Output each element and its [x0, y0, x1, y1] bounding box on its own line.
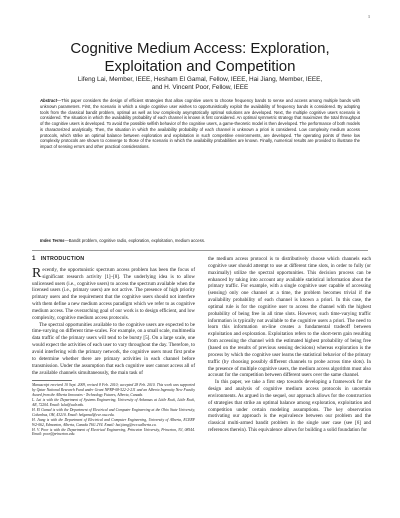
- right-column: [208, 256, 371, 434]
- author-list: [40, 76, 360, 93]
- intro-paragraph-1: [32, 267, 195, 322]
- abstract-label: Abstract: [40, 98, 57, 103]
- authors-line-1: Lifeng Lai, Member, IEEE, Hesham El Gamal, Fellow, IEEE, Hai Jiang, Member, IEEE,: [77, 76, 323, 83]
- left-column: [32, 256, 195, 437]
- section-number: 1: [32, 255, 36, 262]
- index-terms: [40, 238, 360, 244]
- paper-title: [20, 40, 380, 76]
- footnote-author-jiang: H. Jiang is with the Department of Electrical and Computer Engineering, University of Alberta, ECERF W2-062, Edmonton, Alberta, Canada T6G 2V4. Email: hai.jiang@ece.ualberta.ca.: [32, 417, 195, 427]
- intro-paragraph-4: In this paper, we take a first step towards developing a framework for the design and analysis of cognitive medium access protocols in uncertain environments. As argued in the sequel, our approach allows for the construction of strategies that strike an optimal balance among exploration, exploitation and competition under certain modeling assumptions. The key observation motivating our approach is the equivalence between our problem and the classical multi-armed bandit problem in the single user case (see [6] and references therein). This equivalence allows for building a solid foundation for: [208, 379, 371, 434]
- abstract-text: —This paper considers the design of efficient strategies that allow cognitive users to choose frequency bands to sense and access among multiple bands with unknown parameters. First, the scenario in which a single cognitive user wishes to opportunistically exploit the availability of frequency bands is considered. By adopting tools from the classical bandit problem, optimal as well as low complexity asymptotically optimal solutions are developed. Next, the multiple cognitive users scenario is considered. The situation in which the availability probability of each channel is known is first considered. An optimal symmetric strategy that maximizes the total throughput of the cognitive users is developed. To avoid the possible selfish behavior of the cognitive users, a game-theoretic model is then developed. The performance of both models is characterized analytically. Then, the situation in which the availability probability of each channel is unknown a priori is considered. Low complexity medium access protocols, which strike an optimal balance between exploration and exploitation in such competitive environments, are developed. The operating points of these low complexity protocols are shown to converge to those of the scenario in which the availability probabilities are known. Finally, numerical results are provided to illustrate the impact of sensing errors and other practical considerations.: [40, 98, 360, 149]
- footnote-author-elgamal: H. El Gamal is with the Department of Electrical and Computer Engineering at the Ohio State University, Columbus, OH, 43210. Email: helgamal@ece.osu.edu.: [32, 407, 195, 417]
- intro-paragraph-2: The spectral opportunities available to the cognitive users are expected to be time-varying on different time-scales. For example, on a small scale, multimedia data traffic of the primary users will tend to be bursty [5]. On a large scale, one would expect the activities of each user to vary throughout the day. Therefore, to avoid interfering with the primary network, the cognitive users must first probe to determine whether there are primary activities in each channel before transmission. Under the assumption that each cognitive user cannot access all of the available channels simultaneously, the main task of: [32, 321, 195, 376]
- footnote-manuscript: Manuscript received 10 Sept. 2009, revised 8 Feb. 2010; accepted 28 Feb. 2010. This work was supported by Qatar National Research Fund under Grant NPRP-08-522-2-211 and an Alberta Ingenuity New Faculty Award from the Alberta Innovates - Technology Futures, Alberta, Canada.: [32, 383, 195, 398]
- title-line-1: Cognitive Medium Access: Exploration,: [70, 40, 330, 57]
- intro-paragraph-1-text: ecently, the opportunistic spectrum access problem has been the focus of significant research activity [1]–[8]. The underlying idea is to allow unlicensed users (i.e., cognitive users) to access the spectrum available when the licensed users (i.e., primary users) are not active. The presence of high priority primary users and the requirement that the cognitive users should not interfere with them define a new medium access paradigm which we refer to as cognitive medium access. The overarching goal of our work is to design efficient, and low complexity, cognitive medium access protocols.: [32, 266, 195, 321]
- abstract: [40, 98, 360, 150]
- page-number: 1: [368, 14, 370, 19]
- section-title: INTRODUCTION: [40, 256, 85, 262]
- section-heading: [32, 256, 195, 263]
- header-divider: [32, 250, 368, 251]
- index-terms-text: —Bandit problem, cognitive radio, exploration, exploitation, medium access.: [64, 238, 206, 243]
- drop-cap: R: [32, 265, 42, 281]
- footnote-author-poor: H. V. Poor is with the Department of Electrical Engineering, Princeton University, Princeton, NJ, 08544. Email: poor@princeton.edu.: [32, 427, 195, 437]
- title-line-2: Exploitation and Competition: [104, 58, 296, 75]
- intro-paragraph-3: the medium access protocol is to distributively choose which channels each cognitive user should attempt to use at different time slots, in order to fully (or maximally) utilize the spectral opportunities. This decision process can be enhanced by taking into account any available statistical information about the primary traffic. For example, with a single cognitive user capable of accessing (sensing) only one channel at a time, the problem becomes trivial if the availability probability of each channel is known a priori. In this case, the optimal rule is for the cognitive user to access the channel with the highest probability of being free in all time slots. However, such time-varying traffic information is typically not available to the cognitive users a priori. The need to learn this information on-line creates a fundamental tradeoff between exploitation and exploration. Exploitation refers to the short-term gain resulting from accessing the channel with the estimated highest probability of being free (based on the results of previous sensing decisions) whereas exploration is the process by which the cognitive user learns the statistical behavior of the primary traffic (by choosing possibly different channels to probe across time slots). In the presence of multiple cognitive users, the medium access algorithm must also account for the competition between different users over the same channel.: [208, 256, 371, 379]
- index-terms-label: Index Terms: [40, 238, 65, 243]
- footnote-author-lai: L. Lai is with the Department of Systems Engineering, University of Arkansas at Little Rock, Little Rock, AR, 72204. Email: lxlai@ualr.edu.: [32, 398, 195, 407]
- authors-line-2: and H. Vincent Poor, Fellow, IEEE: [151, 84, 249, 92]
- footnote-divider: [32, 380, 72, 381]
